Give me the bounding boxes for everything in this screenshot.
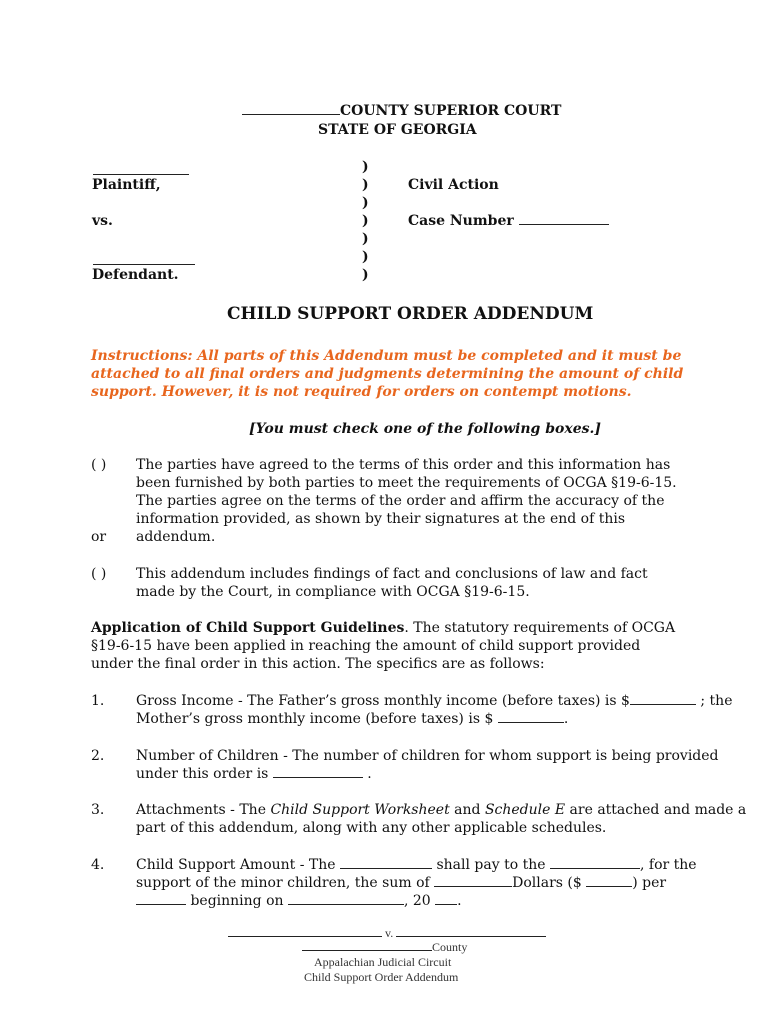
- year-blank[interactable]: [435, 892, 457, 905]
- item3-line2: part of this addendum, along with any other applicable schedules.: [136, 820, 607, 836]
- instructions-text: Instructions: All parts of this Addendum must be completed and it must be attached to all final orders and judgments determining the amount of child support. However, it is not required for orders on contempt motions.: [91, 348, 684, 400]
- state-header: STATE OF GEORGIA: [318, 122, 477, 138]
- plaintiff-name-blank[interactable]: [93, 162, 189, 175]
- caption-paren: ): [362, 177, 369, 193]
- or-label: or: [91, 529, 107, 545]
- civil-action-label: Civil Action: [408, 177, 499, 193]
- footer-circuit: Appalachian Judicial Circuit: [314, 955, 452, 969]
- footer-parties-line: v.: [228, 926, 546, 940]
- application-paragraph: Application of Child Support Guidelines. The statutory requirements of OCGA §19-6-15 have been applied in reaching the amount of child support provided under the final order in this action. The specifics are as follows:: [91, 620, 676, 672]
- item-number: 4.: [91, 857, 105, 873]
- case-number-blank[interactable]: [519, 212, 609, 225]
- item2-line2: under this order is .: [136, 766, 372, 782]
- item-number: 1.: [91, 693, 105, 709]
- caption-paren: ): [362, 159, 369, 175]
- defendant-name-blank[interactable]: [93, 252, 195, 265]
- option2-checkbox[interactable]: ( ): [91, 566, 107, 582]
- caption-paren: ): [362, 267, 369, 283]
- item4-line2: support of the minor children, the sum of Dollars ($ ) per: [136, 875, 667, 891]
- check-note: [You must check one of the following boxes.]: [249, 421, 601, 437]
- item1-line1: Gross Income - The Father’s gross monthly income (before taxes) is $ ; the: [136, 693, 733, 709]
- document-title: CHILD SUPPORT ORDER ADDENDUM: [227, 304, 594, 324]
- item4-line1: Child Support Amount - The shall pay to the , for the: [136, 857, 697, 873]
- footer-county-blank[interactable]: [302, 940, 432, 951]
- amount-number-blank[interactable]: [586, 874, 632, 887]
- caption-paren: ): [362, 231, 369, 247]
- county-blank[interactable]: [242, 102, 340, 115]
- period-blank[interactable]: [136, 892, 186, 905]
- start-date-blank[interactable]: [288, 892, 404, 905]
- mother-income-blank[interactable]: [498, 710, 564, 723]
- children-count-blank[interactable]: [273, 765, 363, 778]
- application-heading: Application of Child Support Guidelines: [91, 620, 405, 636]
- item-number: 3.: [91, 802, 105, 818]
- footer-defendant-blank[interactable]: [396, 926, 546, 937]
- caption-paren: ): [362, 249, 369, 265]
- item-number: 2.: [91, 748, 105, 764]
- option1-text: The parties have agreed to the terms of this order and this information has been furnished by both parties to meet the requirements of OCGA §19-6-15. The parties agree on the terms of the order and affirm the accuracy of the information provided, as shown by their signatures at the end of this addendum.: [136, 457, 677, 545]
- footer-doc-title: Child Support Order Addendum: [304, 970, 459, 984]
- caption-paren: ): [362, 195, 369, 211]
- item3-line1: Attachments - The Child Support Worksheet and Schedule E are attached and made a: [136, 802, 747, 818]
- item1-line2: Mother’s gross monthly income (before taxes) is $ .: [136, 711, 569, 727]
- item2-line1: Number of Children - The number of children for whom support is being provided: [136, 748, 719, 764]
- amount-words-blank[interactable]: [434, 874, 512, 887]
- caption-paren: ): [362, 213, 369, 229]
- footer-plaintiff-blank[interactable]: [228, 926, 382, 937]
- item4-line3: beginning on , 20 .: [136, 892, 462, 910]
- father-income-blank[interactable]: [630, 692, 696, 705]
- option1-checkbox[interactable]: ( ): [91, 457, 107, 473]
- footer-county-line: County: [302, 940, 467, 954]
- payor-blank[interactable]: [340, 856, 432, 869]
- plaintiff-label: Plaintiff,: [92, 177, 161, 193]
- defendant-label: Defendant.: [92, 267, 179, 283]
- court-header: COUNTY SUPERIOR COURT: [242, 102, 561, 120]
- vs-label: vs.: [92, 213, 113, 229]
- case-number-label: Case Number: [408, 212, 609, 230]
- payee-blank[interactable]: [550, 856, 640, 869]
- option2-text: This addendum includes findings of fact and conclusions of law and fact made by the Court, in compliance with OCGA §19-6-15.: [136, 566, 648, 600]
